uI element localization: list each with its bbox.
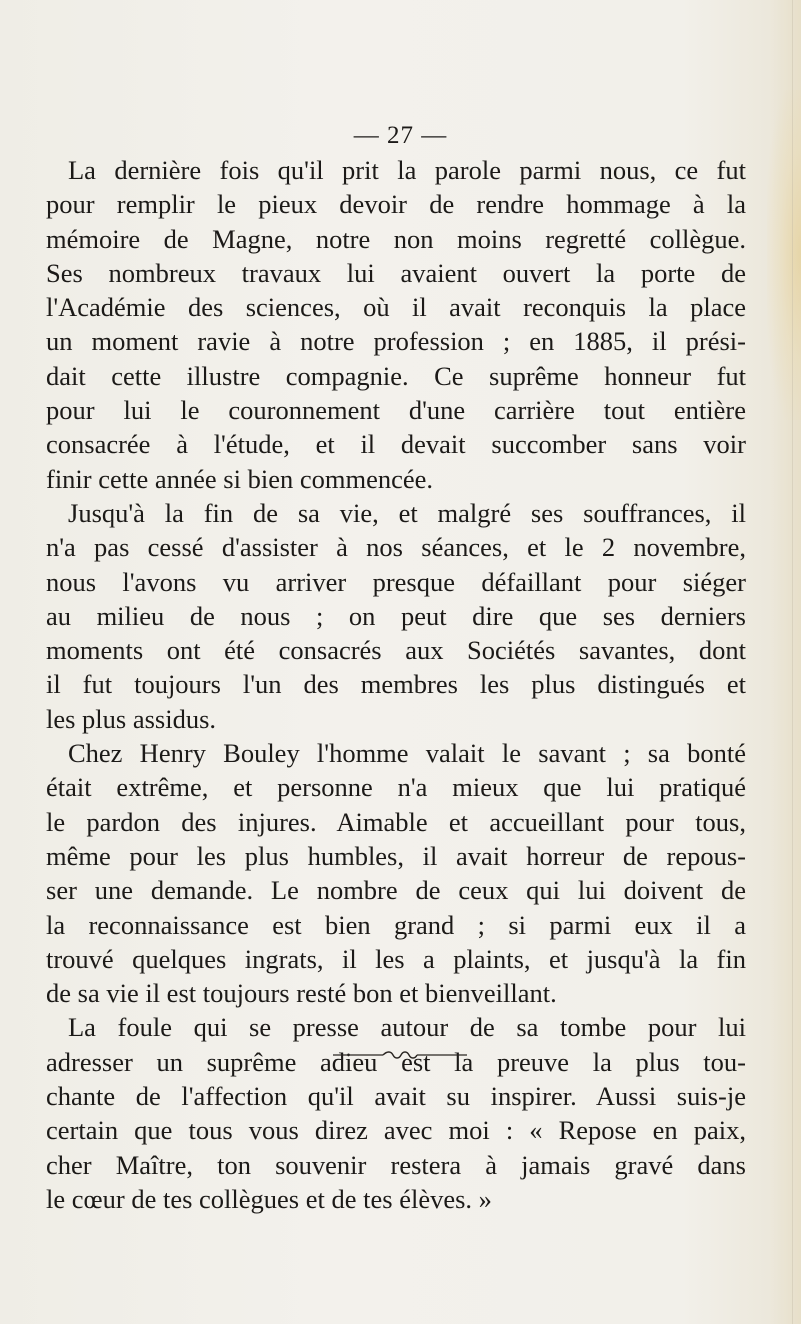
text-line: dait cette illustre compagnie. Ce suprême honneur fut xyxy=(46,360,746,391)
text-line: pour lui le couronnement d'une carrière tout entière xyxy=(46,395,746,426)
text-line: mémoire de Magne, notre non moins regretté collègue. xyxy=(46,223,746,254)
text-line: adresser un suprême adieu est la preuve la plus tou- xyxy=(46,1046,746,1077)
text-line: La dernière fois qu'il prit la parole parmi nous, ce fut xyxy=(68,155,746,185)
text-line: Ses nombreux travaux lui avaient ouvert la porte de xyxy=(46,257,746,288)
text-line: moments ont été consacrés aux Sociétés savantes, dont xyxy=(46,635,746,666)
text-line: les plus assidus. xyxy=(46,703,217,734)
text-line: la reconnaissance est bien grand ; si parmi eux il a xyxy=(46,909,746,940)
text-line: pour remplir le pieux devoir de rendre hommage à la xyxy=(46,189,746,220)
text-line: il fut toujours l'un des membres les plus distingués et xyxy=(46,669,746,700)
text-line: trouvé quelques ingrats, il les a plaints, et jusqu'à la fin xyxy=(46,943,746,974)
text-line: finir cette année si bien commencée. xyxy=(46,463,434,494)
text-line: de sa vie il est toujours resté bon et bienveillant. xyxy=(46,978,557,1009)
text-line: le pardon des injures. Aimable et accueillant pour tous, xyxy=(46,806,746,837)
text-line: La foule qui se presse autour de sa tombe pour lui xyxy=(68,1012,746,1043)
text-line: nous l'avons vu arriver presque défaillant pour siéger xyxy=(46,566,746,597)
text-line: l'Académie des sciences, où il avait reconquis la place xyxy=(46,292,746,323)
text-line: au milieu de nous ; on peut dire que ses derniers xyxy=(46,600,746,631)
ornamental-divider xyxy=(325,1049,475,1061)
text-line: chante de l'affection qu'il avait su inspirer. Aussi suis-je xyxy=(46,1081,746,1112)
text-line: le cœur de tes collègues et de tes élèves. » xyxy=(46,1183,492,1214)
text-line: certain que tous vous direz avec moi : « Repose en paix, xyxy=(46,1115,746,1146)
text-line: cher Maître, ton souvenir restera à jamais gravé dans xyxy=(46,1149,746,1180)
text-line: était extrême, et personne n'a mieux que lui pratiqué xyxy=(46,772,746,803)
text-line: ser une demande. Le nombre de ceux qui lui doivent de xyxy=(46,875,746,906)
page-number: — 27 — xyxy=(353,122,448,149)
text-line: Chez Henry Bouley l'homme valait le savant ; sa bonté xyxy=(68,738,746,769)
text-line: consacrée à l'étude, et il devait succomber sans voir xyxy=(46,429,746,460)
text-line: Jusqu'à la fin de sa vie, et malgré ses souffrances, il xyxy=(68,497,746,528)
text-line: un moment ravie à notre profession ; en 1885, il prési- xyxy=(46,326,746,357)
text-line: n'a pas cessé d'assister à nos séances, et le 2 novembre, xyxy=(46,532,746,563)
text-line: même pour les plus humbles, il avait horreur de repous- xyxy=(46,840,746,871)
page-edge xyxy=(792,0,793,1324)
